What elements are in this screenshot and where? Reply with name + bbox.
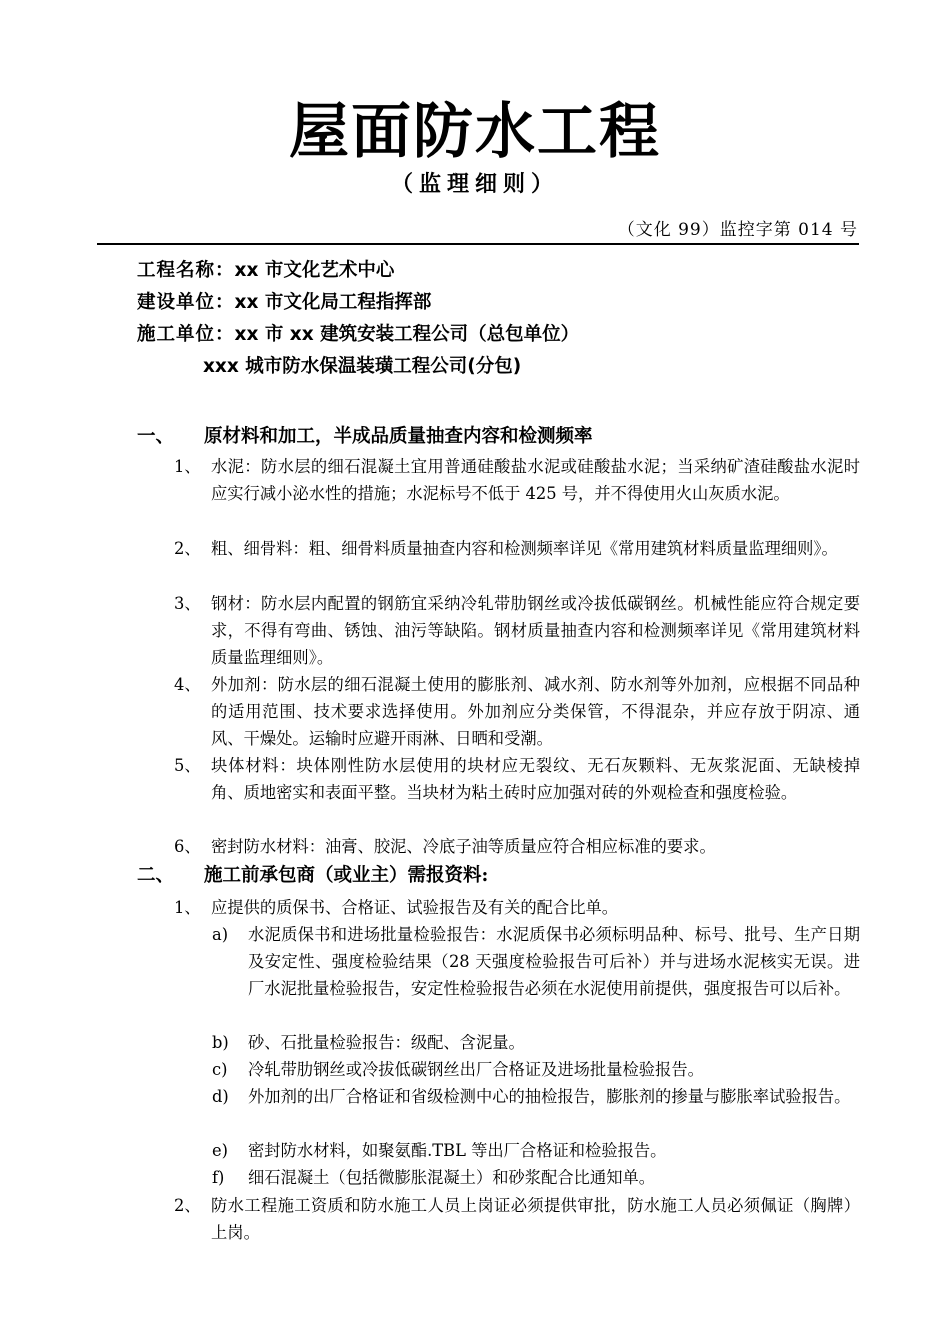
item-number: 2、	[174, 539, 201, 558]
item-text: 防水工程施工资质和防水施工人员上岗证必须提供审批，防水施工人员必须佩证（胸牌）上岗。	[211, 1196, 860, 1242]
sub-item-letter: f)	[212, 1168, 225, 1187]
section-number: 二、	[137, 865, 175, 886]
sub-item-letter: c)	[212, 1060, 228, 1079]
sub-item-text: 冷轧带肋钢丝或冷拔低碳钢丝出厂合格证及进场批量检验报告。	[248, 1060, 704, 1079]
project-name-line	[137, 258, 394, 284]
item-text: 水泥：防水层的细石混凝土宜用普通硅酸盐水泥或硅酸盐水泥；当采纳矿渣硅酸盐水泥时应实行减小泌水性的措施；水泥标号不低于 425 号，并不得使用火山灰质水泥。	[211, 457, 860, 503]
sub-list-item	[212, 1164, 860, 1191]
item-number: 2、	[174, 1196, 201, 1215]
item-number: 4、	[174, 675, 201, 694]
header-divider	[97, 243, 859, 245]
list-item	[174, 671, 860, 752]
list-item	[174, 1192, 860, 1246]
item-text: 密封防水材料：油膏、胶泥、冷底子油等质量应符合相应标准的要求。	[211, 837, 716, 856]
sub-item-letter: e)	[212, 1141, 228, 1160]
document-number: （文化 99）监控字第 014 号	[617, 220, 858, 240]
sub-item-text: 水泥质保书和进场批量检验报告：水泥质保书必须标明品种、标号、批号、生产日期及安定性、强度检验结果（28 天强度检验报告可后补）并与进场水泥核实无误。进厂水泥批量检验报告，安定性检验报告必须在水泥使用前提供，强度报告可以后补。	[248, 925, 860, 998]
item-number: 1、	[174, 457, 201, 476]
item-text: 钢材：防水层内配置的钢筋宜采纳冷轧带肋钢丝或冷拔低碳钢丝。机械性能应符合规定要求，不得有弯曲、锈蚀、油污等缺陷。钢材质量抽查内容和检测频率详见《常用建筑材料质量监理细则》。	[211, 594, 860, 667]
project-name-value: xx 市文化艺术中心	[234, 260, 395, 281]
owner-line	[137, 290, 431, 316]
subcontractor-line	[203, 354, 521, 380]
list-item	[174, 535, 860, 562]
section-heading	[137, 424, 593, 450]
item-text: 粗、细骨料：粗、细骨料质量抽查内容和检测频率详见《常用建筑材料质量监理细则》。	[211, 539, 838, 558]
sub-list-item	[212, 1083, 860, 1110]
sub-item-letter: d)	[212, 1087, 229, 1106]
document-title: 屋面防水工程	[289, 97, 661, 167]
contractor-value: xx 市 xx 建筑安装工程公司（总包单位）	[234, 324, 580, 345]
sub-item-letter: b)	[212, 1033, 229, 1052]
item-text: 块体材料：块体刚性防水层使用的块材应无裂纹、无石灰颗料、无灰浆泥面、无缺棱掉角、质地密实和表面平整。当块材为粘土砖时应加强对砖的外观检查和强度检验。	[211, 756, 860, 802]
sub-list-item	[212, 1029, 860, 1056]
sub-item-text: 密封防水材料，如聚氨酯.TBL 等出厂合格证和检验报告。	[248, 1141, 667, 1160]
subcontractor-value: xxx 城市防水保温装璜工程公司(分包)	[203, 356, 522, 377]
item-text: 应提供的质保书、合格证、试验报告及有关的配合比单。	[211, 898, 619, 917]
list-item	[174, 894, 860, 921]
item-text: 外加剂：防水层的细石混凝土使用的膨胀剂、减水剂、防水剂等外加剂，应根据不同品种的适用范围、技术要求选择使用。外加剂应分类保管，不得混杂，并应存放于阴凉、通风、干燥处。运输时应避开雨淋、日晒和受潮。	[211, 675, 860, 748]
owner-label: 建设单位：	[137, 292, 235, 313]
sub-item-letter: a)	[212, 925, 229, 944]
owner-value: xx 市文化局工程指挥部	[234, 292, 432, 313]
list-item	[174, 453, 860, 507]
section-title: 施工前承包商（或业主）需报资料:	[204, 865, 489, 886]
sub-list-item	[212, 921, 860, 1002]
list-item	[174, 590, 860, 671]
section-heading	[137, 863, 488, 889]
list-item	[174, 833, 860, 860]
item-number: 5、	[174, 756, 201, 775]
item-number: 6、	[174, 837, 201, 856]
section-number: 一、	[137, 426, 175, 447]
sub-item-text: 细石混凝土（包括微膨胀混凝土）和砂浆配合比通知单。	[248, 1168, 656, 1187]
sub-list-item	[212, 1056, 860, 1083]
contractor-label: 施工单位：	[137, 324, 235, 345]
item-number: 1、	[174, 898, 201, 917]
document-subtitle: （监理细则）	[390, 172, 559, 197]
item-number: 3、	[174, 594, 201, 613]
list-item	[174, 752, 860, 806]
sub-list-item	[212, 1137, 860, 1164]
section-title: 原材料和加工，半成品质量抽查内容和检测频率	[204, 426, 593, 447]
project-name-label: 工程名称：	[137, 260, 235, 281]
contractor-line	[137, 322, 579, 348]
sub-item-text: 外加剂的出厂合格证和省级检测中心的抽检报告，膨胀剂的掺量与膨胀率试验报告。	[248, 1087, 851, 1106]
sub-item-text: 砂、石批量检验报告：级配、含泥量。	[248, 1033, 525, 1052]
